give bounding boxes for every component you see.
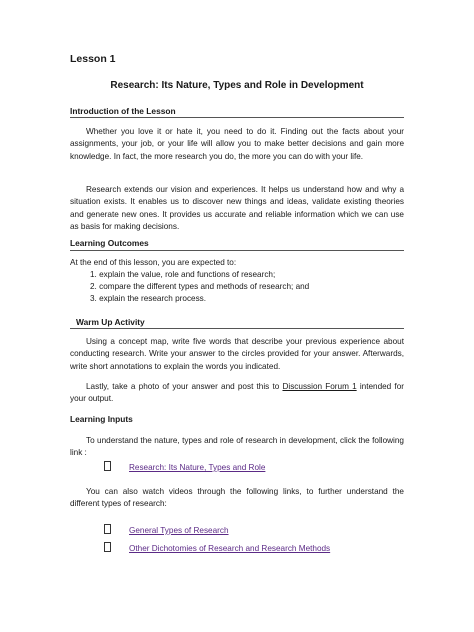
warmup-text-before: Lastly, take a photo of your answer and post this to bbox=[86, 382, 283, 391]
intro-divider bbox=[70, 117, 404, 118]
discussion-forum-link[interactable]: Discussion Forum 1 bbox=[282, 382, 357, 391]
warmup-paragraph-2 bbox=[70, 381, 404, 406]
general-types-link[interactable]: General Types of Research bbox=[129, 526, 229, 535]
warmup-text-after: intended for your output. bbox=[70, 382, 404, 404]
inputs-paragraph-1: To understand the nature, types and role of research in development, click the following link : bbox=[70, 436, 404, 458]
list-item: 1. explain the value, role and functions of research; bbox=[90, 270, 276, 279]
outcomes-list bbox=[90, 269, 404, 305]
warmup-heading: Warm Up Activity bbox=[76, 317, 145, 327]
list-item: 2. compare the different types and methods of research; and bbox=[90, 282, 310, 291]
link-row-2 bbox=[104, 524, 229, 535]
intro-heading: Introduction of the Lesson bbox=[70, 106, 176, 116]
intro-paragraph-1: Whether you love it or hate it, you need to do it. Finding out the facts about your assignments, your job, or your life will allow you to make better decisions and gain more knowledge. In fact, the more research you do, the more you can do with your life. bbox=[70, 127, 404, 161]
warmup-paragraph-1: Using a concept map, write five words that describe your previous experience about conducting research. Write your answer to the circles provided for your answer. Afterwards, write short annotations to explain the words you indicated. bbox=[70, 337, 404, 371]
inputs-heading: Learning Inputs bbox=[70, 414, 133, 424]
intro-paragraph-2: Research extends our vision and experiences. It helps us understand how and why a situation exists. It enables us to discover new things and ideas, validate existing theories and generate new ones. It provides us accurate and reliable information which we can use as basis for making decisions. bbox=[70, 185, 404, 232]
inputs-paragraph-2: You can also watch videos through the following links, to further understand the different types of research: bbox=[70, 487, 404, 509]
outcomes-heading: Learning Outcomes bbox=[70, 238, 149, 248]
outcomes-lead: At the end of this lesson, you are expected to: bbox=[70, 258, 237, 267]
research-nature-link[interactable]: Research: Its Nature, Types and Role bbox=[129, 463, 266, 472]
lesson-label: Lesson 1 bbox=[70, 53, 116, 65]
bullet-box-icon bbox=[104, 524, 111, 534]
bullet-box-icon bbox=[104, 461, 111, 471]
link-row-1 bbox=[104, 461, 265, 472]
list-item: 3. explain the research process. bbox=[90, 294, 207, 303]
link-row-3 bbox=[104, 542, 330, 553]
outcomes-divider bbox=[70, 250, 404, 251]
warmup-divider bbox=[70, 328, 404, 329]
page-title: Research: Its Nature, Types and Role in Development bbox=[110, 80, 364, 91]
bullet-box-icon bbox=[104, 542, 111, 552]
dichotomies-link[interactable]: Other Dichotomies of Research and Research Methods bbox=[129, 544, 331, 553]
